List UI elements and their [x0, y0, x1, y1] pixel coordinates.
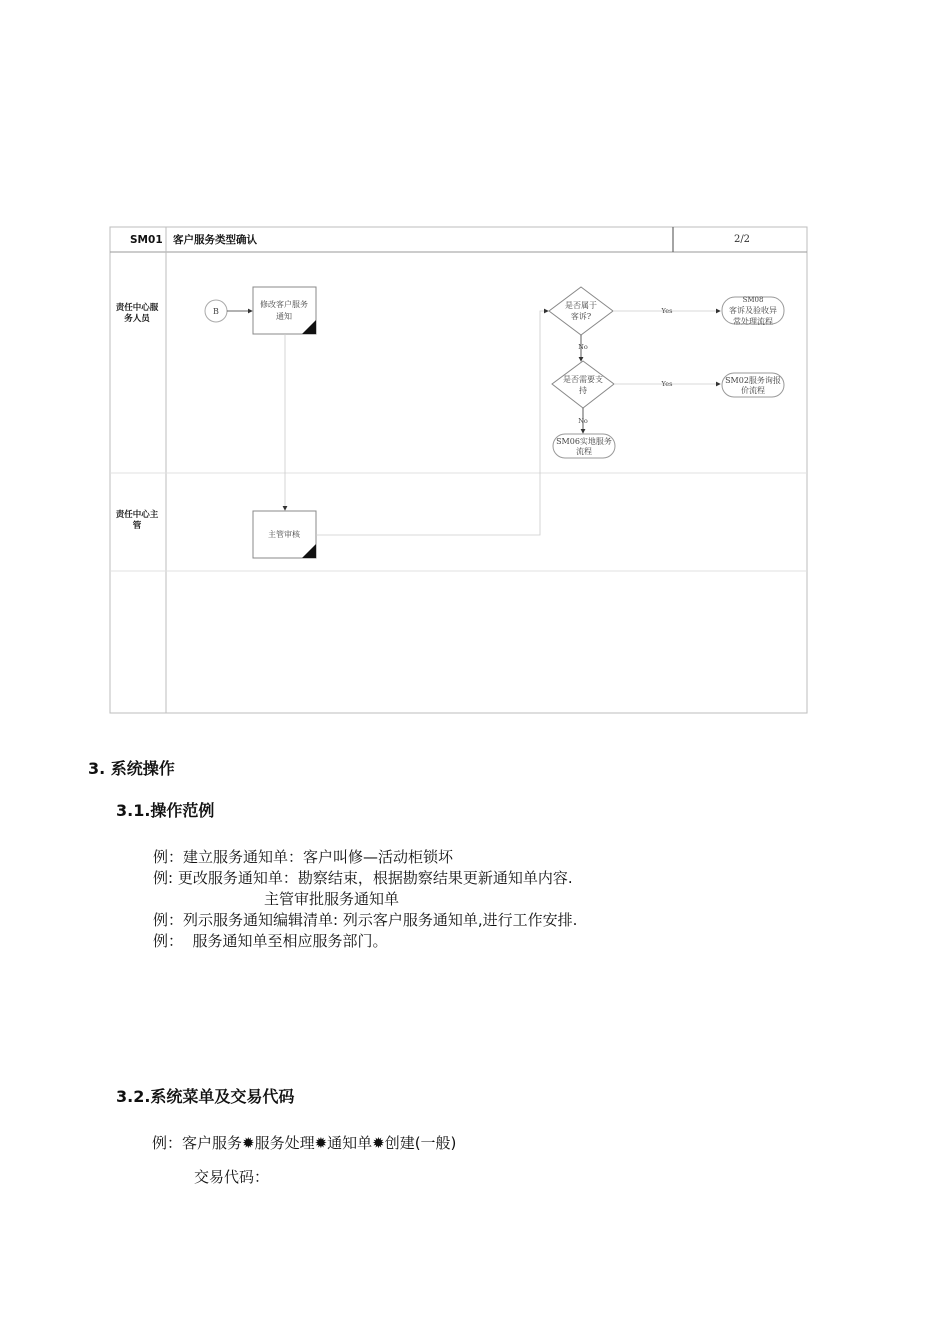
edge-label-yes-1: Yes [661, 307, 673, 315]
section-3-1-heading: 3.1.操作范例 [116, 801, 215, 820]
menu-path-line: 例：客户服务✹服务处理✹通知单✹创建(一般) [152, 1134, 457, 1152]
decision-needs-support-label-2: 持 [579, 386, 587, 395]
flowchart-title: 客户服务类型确认 [173, 234, 257, 246]
terminal-sm08-label-2: 常处理流程 [733, 317, 773, 326]
edge-label-yes-2: Yes [661, 380, 673, 388]
lane-label-service-staff: 责任中心服 [115, 303, 159, 313]
terminal-sm06-label-2: 流程 [576, 447, 592, 456]
process-modify-notice [253, 287, 316, 334]
decision-is-complaint [549, 287, 613, 335]
example-line-5: 例： 服务通知单至相应服务部门。 [153, 932, 388, 950]
lane-label-supervisor: 责任中心主 [115, 510, 159, 520]
flowchart-code: SM01 [130, 234, 163, 246]
lane-label-service-staff-2: 务人员 [124, 314, 150, 324]
terminal-sm02-label-2: 价流程 [741, 386, 765, 395]
edge-label-no-1: No [578, 343, 588, 351]
connector-b-label: B [213, 307, 219, 316]
section-3-heading: 3. 系统操作 [88, 759, 175, 778]
edge-label-no-2: No [578, 417, 588, 425]
terminal-sm08-label: 客诉及验收异 [729, 306, 777, 315]
example-line-3: 主管审批服务通知单 [264, 890, 400, 908]
decision-is-complaint-label: 是否属于 [565, 301, 597, 310]
terminal-sm06-label: SM06实地服务 [556, 437, 612, 446]
decision-needs-support [552, 361, 614, 408]
example-line-4: 例：列示服务通知编辑清单: 列示客户服务通知单,进行工作安排. [153, 911, 578, 929]
decision-is-complaint-label-2: 客诉? [570, 312, 592, 321]
transaction-code-line: 交易代码： [194, 1168, 270, 1186]
decision-needs-support-label: 是否需要支 [563, 375, 603, 384]
process-modify-notice-label: 修改客户服务 [260, 300, 308, 309]
flowchart-page-number: 2/2 [733, 234, 751, 245]
process-modify-notice-label-2: 通知 [276, 312, 292, 321]
terminal-sm08-code: SM08 [742, 296, 764, 304]
example-line-1: 例：建立服务通知单：客户叫修—活动柜锁坏 [153, 848, 454, 866]
section-3-2-heading: 3.2.系统菜单及交易代码 [116, 1087, 295, 1106]
lane-label-supervisor-2: 管 [132, 521, 142, 531]
example-line-2: 例: 更改服务通知单：勘察结束，根据勘察结果更新通知单内容. [153, 869, 573, 887]
process-supervisor-review-label: 主管审核 [268, 530, 300, 539]
terminal-sm02-label: SM02服务询报 [725, 376, 781, 385]
